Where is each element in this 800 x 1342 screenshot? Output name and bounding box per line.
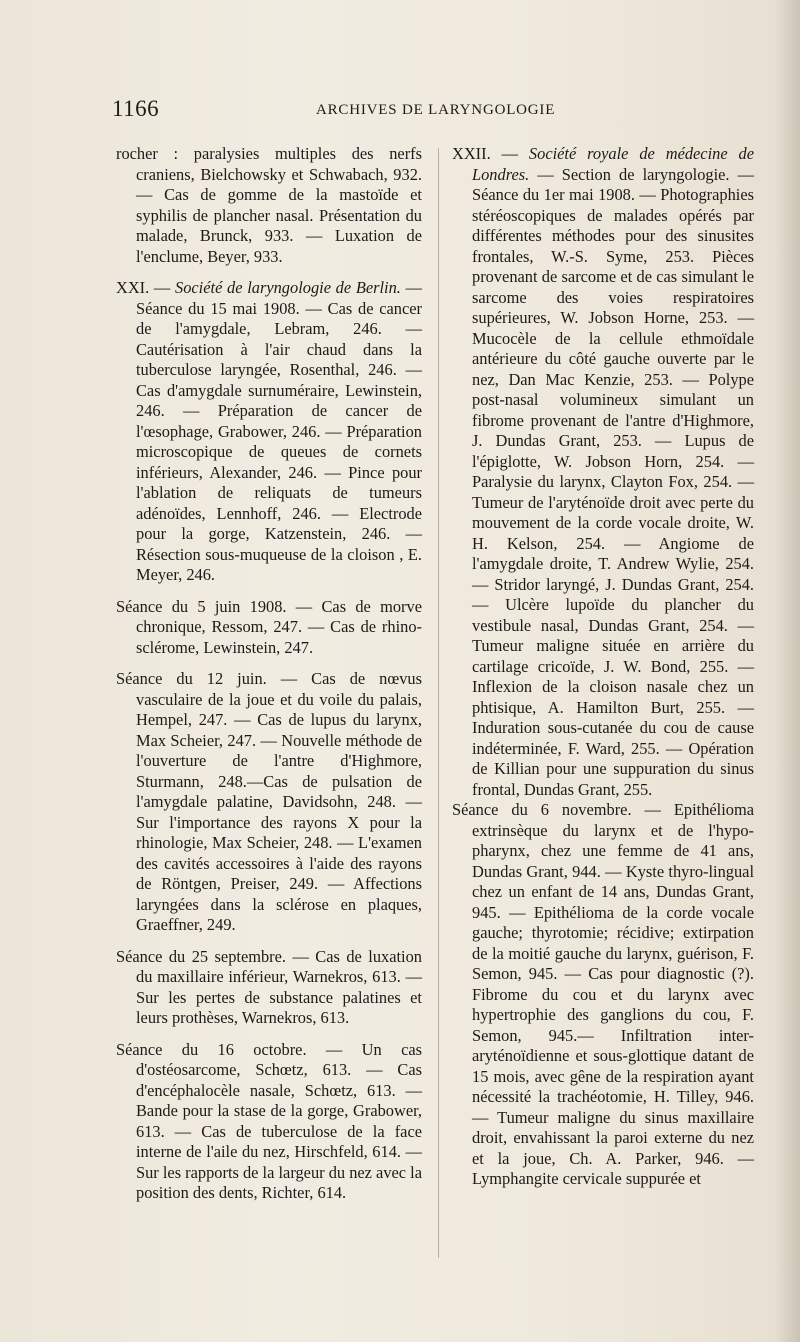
page-number: 1166 <box>112 96 160 121</box>
running-title: ARCHIVES DE LARYNGOLOGIE <box>316 102 556 118</box>
paragraph-section-xxi: XXI. — Société de laryngologie de Berlin. — Séance du 15 mai 1908. — Cas de cancer de l'amygdale, Lebram, 246. — Cautérisation à l'air chaud dans la tuberculose laryngée, Rosenthal, 246. — Cas d'amygdale surnuméraire, Lewinstein, 246. — Préparation de cancer de l'œsophage, Grabower, 246. — Préparation microscopique de queues de cornets inférieurs, Alexander, 246. — Pince pour l'ablation de reliquats de tumeurs adénoïdes, Lennhoff, 246. — Electrode pour la gorge, Katzenstein, 246. — Résection sous-muqueuse de la cloison , E. Meyer, 246. <box>116 278 422 584</box>
paragraph-seance-5-juin: Séance du 5 juin 1908. — Cas de morve chronique, Ressom, 247. — Cas de rhino-sclérome, Lewinstein, 247. <box>116 596 422 657</box>
left-column <box>116 144 422 1215</box>
paragraph-continuation: rocher : paralysies multiples des nerfs craniens, Bielchowsky et Schwabach, 932. — Cas de gomme de la mastoïde et syphilis de plancher nasal. Présentation du malade, Brunck, 933. — Luxation de l'enclume, Beyer, 933. <box>116 144 422 266</box>
right-column <box>452 144 754 1190</box>
paragraph-section-xxii: XXII. — Société royale de médecine de Londres. — Section de laryngologie. — Séance du 1er mai 1908. — Photographies stéréoscopiques de malades opérés par différentes méthodes pour des sinusites frontales, W.-S. Syme, 253. Pièces provenant de sarcome et de cas simulant le sarcome des voies respiratoires supérieures, W. Jobson Horne, 253. — Mucocèle de la cellule ethmoïdale antérieure du côté gauche ouverte par le nez, Dan Mac Kenzie, 253. — Polype post-nasal volumineux simulant un fibrome provenant de l'antre d'Highmore, J. Dundas Grant, 253. — Lupus de l'épiglotte, W. Jobson Horn, 254. — Paralysie du larynx, Clayton Fox, 254. — Tumeur de l'aryténoïde droit avec perte du mouvement de la corde vocale droite, W. H. Kelson, 254. — Angiome de l'amygdale droite, T. Andrew Wylie, 254. — Stridor laryngé, J. Dundas Grant, 254. — Ulcère lupoïde du plancher du vestibule nasal, Dundas Grant, 254. — Tumeur maligne située en arrière du cartilage cricoïde, J. W. Bond, 255. — Inflexion de la cloison nasale chez un phtisique, A. Hamilton Burt, 255. — Induration sous-cutanée du cou de cause indéterminée, F. Ward, 255. — Opération de Killian pour une suppuration du sinus frontal, Dundas Grant, 255. <box>452 144 754 799</box>
paragraph-seance-12-juin: Séance du 12 juin. — Cas de nœvus vasculaire de la joue et du voile du palais, Hempel, 247. — Cas de lupus du larynx, Max Scheier, 247. — Nouvelle méthode de l'ouverture de l'antre d'Highmore, Sturmann, 248.—Cas de pulsation de l'amygdale palatine, Davidsohn, 248. — Sur l'importance des rayons X pour la rhinologie, Max Scheier, 248. — L'examen des cavités accessoires à l'aide des rayons de Röntgen, Preiser, 249. — Affections laryngées dans la sclérose en plaques, Graeffner, 249. <box>116 669 422 934</box>
page-edge-shadow <box>774 0 800 1342</box>
column-divider <box>438 148 439 1258</box>
paragraph-seance-6-novembre: Séance du 6 novembre. — Epithélioma extrinsèque du larynx et de l'hypo-pharynx, chez une femme de 41 ans, Dundas Grant, 944. — Kyste thyro-lingual chez un enfant de 14 ans, Dundas Grant, 945. — Epithélioma de la corde vocale gauche; thyrotomie; récidive; extirpation de la moitié gauche du larynx, guérison, F. Semon, 945. — Cas pour diagnostic (?). Fibrome du cou et du larynx avec hypertrophie des ganglions du cou, F. Semon, 945.— Infiltration inter-aryténoïdienne et sous-glottique datant de 15 mois, avec gêne de la respiration ayant nécessité la trachéotomie, H. Tilley, 946. — Tumeur maligne du sinus maxillaire droit, envahissant la paroi externe du nez et la joue, Ch. A. Parker, 946. — Lymphangite cervicale suppurée et <box>452 800 754 1188</box>
paragraph-seance-25-septembre: Séance du 25 septembre. — Cas de luxation du maxillaire inférieur, Warnekros, 613. — Sur les pertes de substance palatines et leurs prothèses, Warnekros, 613. <box>116 946 422 1027</box>
society-name: Société de laryngologie de Berlin. <box>175 278 401 297</box>
page-header <box>112 96 752 126</box>
paragraph-seance-16-octobre: Séance du 16 octobre. — Un cas d'ostéosarcome, Schœtz, 613. — Cas d'encéphalocèle nasale, Schœtz, 613. — Bande pour la stase de la gorge, Grabower, 613. — Cas de tuberculose de la face interne de l'aile du nez, Hirschfeld, 614. — Sur les rapports de la largeur du nez avec la position des dents, Richter, 614. <box>116 1039 422 1202</box>
society-name: Société royale de médecine de Londres. <box>472 144 754 184</box>
